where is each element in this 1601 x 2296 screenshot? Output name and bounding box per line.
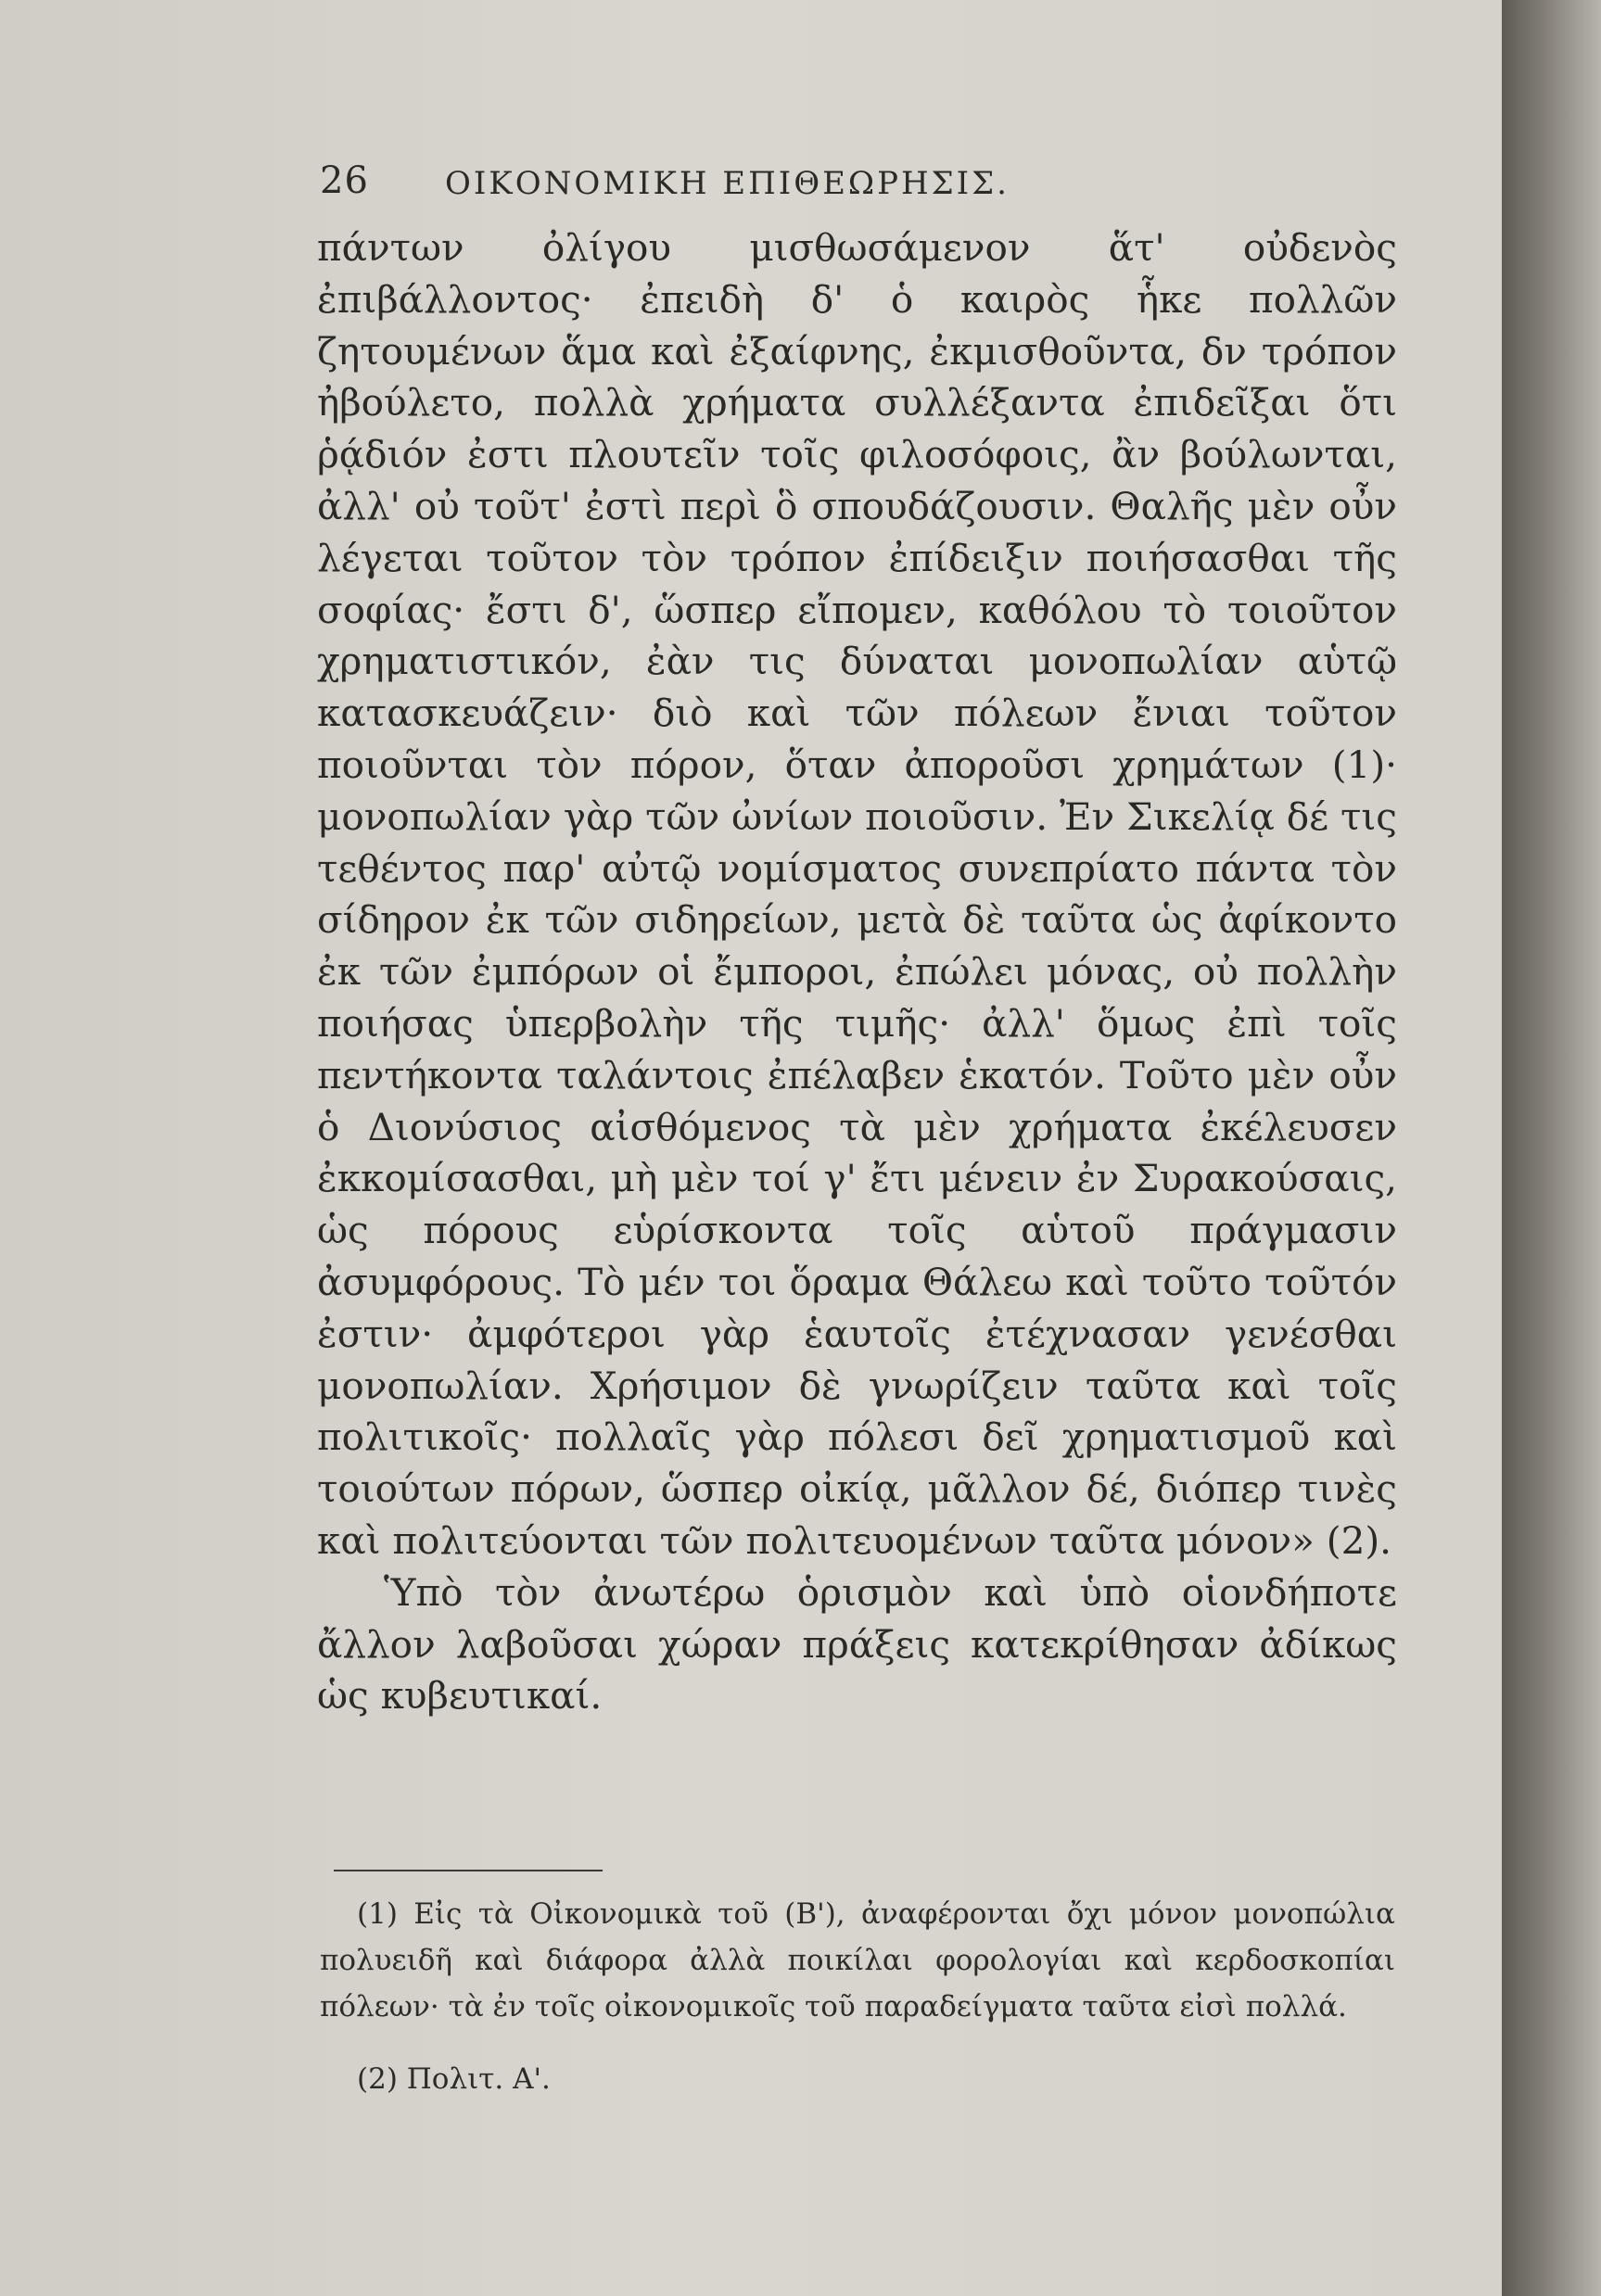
footnotes <box>320 1891 1395 2102</box>
footnote-1: (1) Εἰς τὰ Οἰκονομικὰ τοῦ (Β'), ἀναφέρονται ὄχι μόνον μονοπώλια πολυειδῆ καὶ διάφορα ἀλλὰ ποικίλαι φορολογίαι καὶ κερδοσκοπίαι πόλεων· τὰ ἐν τοῖς οἰκονομικοῖς τοῦ παραδείγματα ταῦτα εἰσὶ πολλά. <box>320 1897 1395 2023</box>
book-gutter-shadow <box>1502 0 1601 2296</box>
running-title: ΟΙΚΟΝΟΜΙΚΗ ΕΠΙΘΕΩΡΗΣΙΣ. <box>445 165 1010 202</box>
page-header <box>320 159 1117 215</box>
footnote-2: (2) Πολιτ. Α'. <box>357 2062 551 2096</box>
paragraph: πάντων ὀλίγου μισθωσάμενον ἅτ' οὐδενὸς ἐπιβάλλοντος· ἐπειδὴ δ' ὁ καιρὸς ἧκε πολλῶν ζητουμένων ἅμα καὶ ἐξαίφνης, ἐκμισθοῦντα, δν τρόπον ἠβούλετο, πολλὰ χρήματα συλλέξαντα ἐπιδεῖξαι ὅτι ῥᾴδιόν ἐστι πλουτεῖν τοῖς φιλοσόφοις, ἂν βούλωνται, ἀλλ' οὐ τοῦτ' ἐστὶ περὶ ὃ σπουδάζουσιν. Θαλῆς μὲν οὖν λέγεται τοῦτον τὸν τρόπον ἐπίδειξιν ποιήσασθαι τῆς σοφίας· ἔστι δ', ὥσπερ εἴπομεν, καθόλου τὸ τοιοῦτον χρηματιστικόν, ἐὰν τις δύναται μονοπωλίαν αὑτῷ κατασκευάζειν· διὸ καὶ τῶν πόλεων ἔνιαι τοῦτον ποιοῦνται τὸν πόρον, ὅταν ἀποροῦσι χρημάτων (1)· μονοπωλίαν γὰρ τῶν ὠνίων ποιοῦσιν. Ἐν Σικελίᾳ δέ τις τεθέντος παρ' αὐτῷ νομίσματος συνεπρίατο πάντα τὸν σίδηρον ἐκ τῶν σιδηρείων, μετὰ δὲ ταῦτα ὡς ἀφίκοντο ἐκ τῶν ἐμπόρων οἱ ἔμποροι, ἐπώλει μόνας, οὐ πολλὴν ποιήσας ὑπερβολὴν τῆς τιμῆς· ἀλλ' ὅμως ἐπὶ τοῖς πεντήκοντα ταλάντοις ἐπέλαβεν ἑκατόν. Τοῦτο μὲν οὖν ὁ Διονύσιος αἰσθόμενος τὰ μὲν χρήματα ἐκέλευσεν ἐκκομίσασθαι, μὴ μὲν τοί γ' ἔτι μένειν ἐν Συρακούσαις, ὡς πόρους εὑρίσκοντα τοῖς αὑτοῦ πράγμασιν ἀσυμφόρους. Τὸ μέν τοι ὅραμα Θάλεω καὶ τοῦτο τοῦτόν ἐστιν· ἀμφότεροι γὰρ ἑαυτοῖς ἐτέχνασαν γενέσθαι μονοπωλίαν. Χρήσιμον δὲ γνωρίζειν ταῦτα καὶ τοῖς πολιτικοῖς· πολλαῖς γὰρ πόλεσι δεῖ χρηματισμοῦ καὶ τοιούτων πόρων, ὥσπερ οἰκίᾳ, μᾶλλον δέ, διόπερ τινὲς καὶ πολιτεύονται τῶν πολιτευομένων ταῦτα μόνον» (2). <box>317 225 1397 1563</box>
page-number: 26 <box>320 159 369 202</box>
main-text <box>317 222 1397 1722</box>
paragraph: Ὑπὸ τὸν ἀνωτέρω ὁρισμὸν καὶ ὑπὸ οἱονδήποτε ἄλλον λαβοῦσαι χώραν πράξεις κατεκρίθησαν ἀδίκως ὡς κυβευτικαί. <box>317 1569 1397 1719</box>
footnote-rule <box>334 1870 603 1871</box>
